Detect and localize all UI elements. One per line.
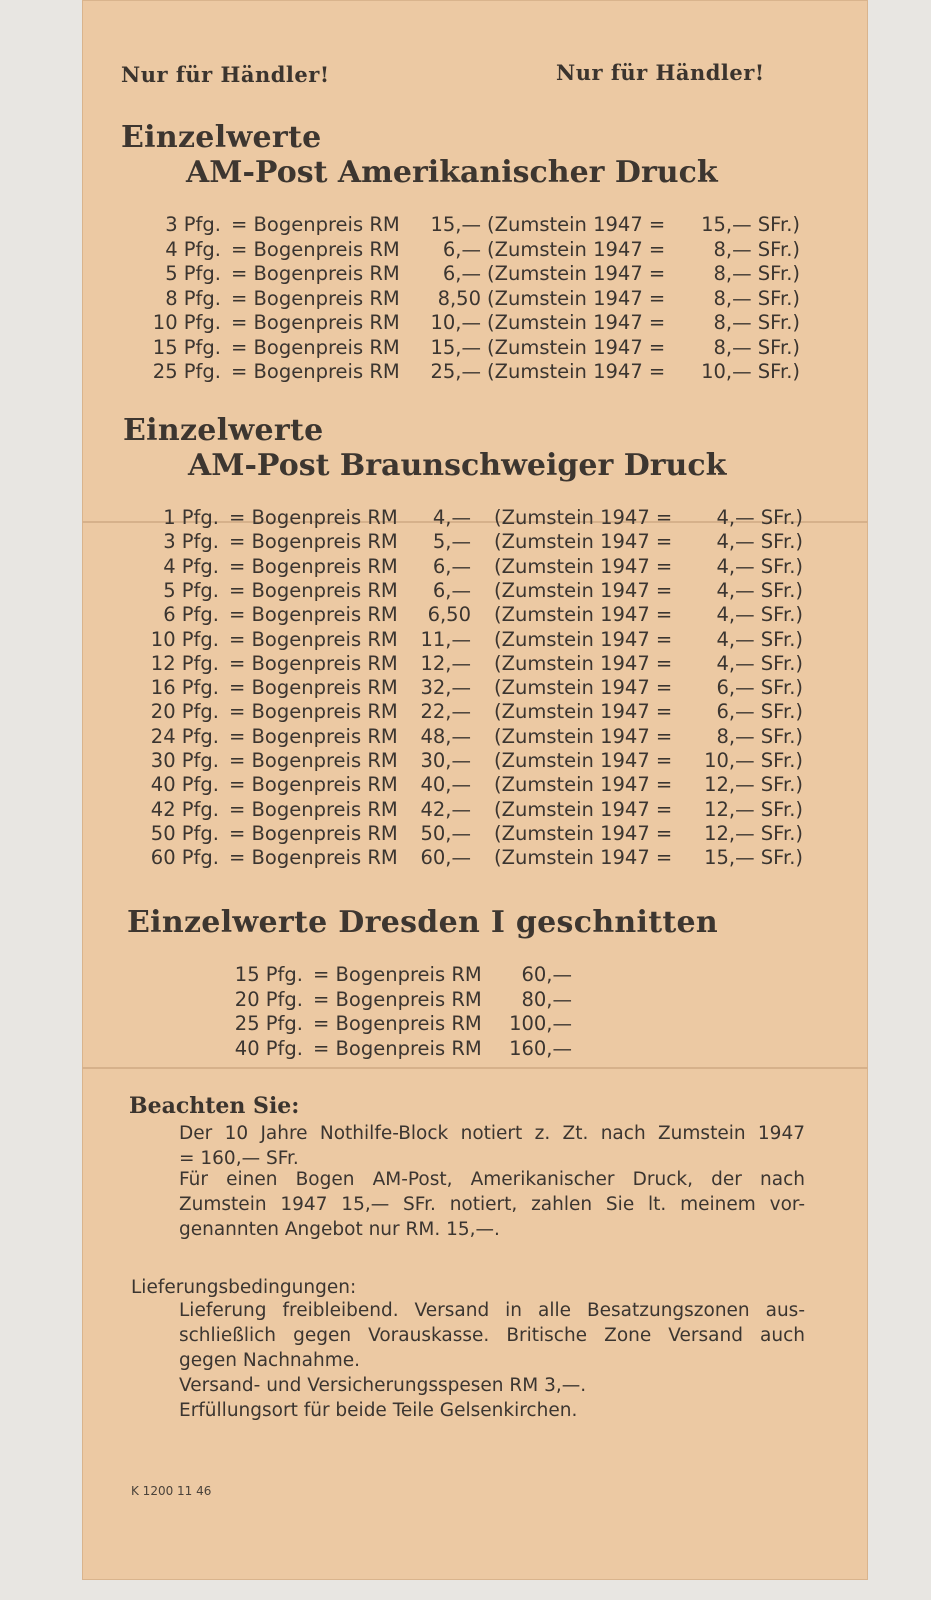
price-bp: = Bogenpreis RM [229,530,398,554]
price-value: 5 Pfg. [165,262,221,285]
notes-line: Zumstein 1947 15,— SFr. notiert, zahlen Sie lt. meinem vor- [179,1194,805,1215]
section1-title: Einzelwerte [121,120,322,155]
price-sfr: 8,— SFr.) [716,724,803,748]
price-sfr: 15,— SFr.) [704,846,803,870]
price-bp: = Bogenpreis RM [313,963,482,986]
price-sfr: 8,— SFr.) [713,286,800,310]
price-value: 50 Pfg. [150,821,219,845]
delivery-line: Versand- und Versicherungsspesen RM 3,—. [179,1375,587,1396]
section2-title: Einzelwerte [123,413,324,448]
price-value: 12 Pfg. [150,651,219,675]
notes-line: Der 10 Jahre Nothilfe-Block notiert z. Zt. nach Zumstein 1947 [179,1123,805,1144]
price-bp: = Bogenpreis RM [229,676,398,700]
price-sfr: 12,— SFr.) [704,821,803,845]
price-value: 4 Pfg. [163,554,219,578]
price-sfr: 8,— SFr.) [713,237,800,261]
price-value: 25 Pfg. [234,1012,303,1036]
price-zum: (Zumstein 1947 = [487,213,666,236]
price-bp: = Bogenpreis RM [231,360,400,383]
price-zum: (Zumstein 1947 = [487,360,666,383]
delivery-line: Erfüllungsort für beide Teile Gelsenkirchen. [179,1400,578,1421]
price-rm: 60,— [521,963,572,986]
price-value: 15 Pfg. [152,335,221,359]
price-sfr: 6,— SFr.) [716,700,803,724]
section3-title: Einzelwerte Dresden I geschnitten [127,905,719,940]
price-bp: = Bogenpreis RM [229,578,398,602]
notes-line: = 160,— SFr. [179,1148,299,1169]
price-sfr: 8,— SFr.) [713,311,800,334]
price-bp: = Bogenpreis RM [231,262,400,285]
price-bp: = Bogenpreis RM [229,651,398,675]
dealer-notice-right: Nur für Händler! [556,60,765,85]
price-sfr: 10,— SFr.) [704,749,803,772]
price-rm: 42,— [420,797,471,821]
delivery-line: Lieferung freibleibend. Versand in alle Besatzungszonen aus- [179,1300,805,1321]
price-sfr: 15,— SFr.) [701,213,800,236]
price-zum: (Zumstein 1947 = [494,651,673,675]
delivery-title: Lieferungsbedingungen: [131,1277,357,1298]
price-sfr: 4,— SFr.) [716,651,803,675]
price-zum: (Zumstein 1947 = [487,237,666,261]
price-bp: = Bogenpreis RM [229,773,398,797]
price-sfr: 4,— SFr.) [716,578,803,602]
price-rm: 25,— [430,360,481,383]
price-bp: = Bogenpreis RM [231,311,400,334]
price-value: 6 Pfg. [163,603,219,627]
price-value: 8 Pfg. [165,286,221,310]
price-value: 30 Pfg. [150,749,219,772]
price-zum: (Zumstein 1947 = [494,506,673,529]
price-rm: 8,50 [437,286,481,310]
price-rm: 15,— [430,213,481,236]
price-rm: 11,— [420,627,471,651]
price-value: 3 Pfg. [165,213,221,236]
price-bp: = Bogenpreis RM [229,821,398,845]
price-sfr: 4,— SFr.) [716,506,803,529]
price-sfr: 6,— SFr.) [716,676,803,700]
price-bp: = Bogenpreis RM [313,1037,482,1061]
dealer-notice-left: Nur für Händler! [121,62,330,87]
price-zum: (Zumstein 1947 = [494,530,673,554]
price-bp: = Bogenpreis RM [229,700,398,724]
price-zum: (Zumstein 1947 = [494,700,673,724]
notes-title: Beachten Sie: [129,1093,300,1119]
price-rm: 6,50 [427,603,471,627]
price-value: 10 Pfg. [152,311,221,334]
price-bp: = Bogenpreis RM [229,627,398,651]
notes-line: Für einen Bogen AM-Post, Amerikanischer Druck, der nach [179,1169,805,1190]
price-sfr: 12,— SFr.) [704,797,803,821]
price-value: 15 Pfg. [234,963,303,986]
price-zum: (Zumstein 1947 = [494,821,673,845]
price-rm: 48,— [420,724,471,748]
price-bp: = Bogenpreis RM [229,749,398,772]
price-bp: = Bogenpreis RM [229,554,398,578]
notes-line: genannten Angebot nur RM. 15,—. [179,1219,500,1240]
price-zum: (Zumstein 1947 = [494,554,673,578]
price-rm: 80,— [521,987,572,1011]
price-sfr: 4,— SFr.) [716,627,803,651]
price-rm: 22,— [420,700,471,724]
price-value: 60 Pfg. [150,846,219,870]
section1-subtitle: AM-Post Amerikanischer Druck [186,155,718,190]
price-rm: 30,— [420,749,471,772]
price-bp: = Bogenpreis RM [229,506,398,529]
price-zum: (Zumstein 1947 = [494,797,673,821]
fold-line [82,1067,868,1069]
price-value: 20 Pfg. [150,700,219,724]
notes-paragraph-2 [179,1167,805,1242]
price-rm: 6,— [432,578,471,602]
price-sfr: 4,— SFr.) [716,554,803,578]
price-rm: 50,— [420,821,471,845]
price-value: 3 Pfg. [163,530,219,554]
price-rm: 6,— [432,554,471,578]
price-zum: (Zumstein 1947 = [494,724,673,748]
price-zum: (Zumstein 1947 = [487,311,666,334]
price-bp: = Bogenpreis RM [231,213,400,236]
price-value: 10 Pfg. [150,627,219,651]
price-zum: (Zumstein 1947 = [494,773,673,797]
price-rm: 12,— [420,651,471,675]
price-zum: (Zumstein 1947 = [494,676,673,700]
price-rm: 32,— [420,676,471,700]
price-value: 40 Pfg. [150,773,219,797]
price-rm: 6,— [442,237,481,261]
price-rm: 160,— [509,1037,572,1061]
price-value: 4 Pfg. [165,237,221,261]
price-sfr: 12,— SFr.) [704,773,803,797]
delivery-line: gegen Nachnahme. [179,1350,360,1371]
price-zum: (Zumstein 1947 = [487,335,666,359]
price-rm: 5,— [432,530,471,554]
price-value: 42 Pfg. [150,797,219,821]
price-bp: = Bogenpreis RM [229,846,398,870]
price-rm: 6,— [442,262,481,285]
price-rm: 10,— [430,311,481,334]
price-rm: 100,— [509,1012,572,1036]
section2-subtitle: AM-Post Braunschweiger Druck [188,448,727,483]
price-value: 1 Pfg. [163,506,219,529]
price-value: 40 Pfg. [234,1037,303,1061]
price-value: 20 Pfg. [234,987,303,1011]
price-sfr: 10,— SFr.) [701,360,800,383]
price-sfr: 4,— SFr.) [716,530,803,554]
price-bp: = Bogenpreis RM [231,237,400,261]
price-bp: = Bogenpreis RM [229,603,398,627]
price-zum: (Zumstein 1947 = [494,578,673,602]
delivery-terms [179,1298,805,1423]
delivery-line: schließlich gegen Vorauskasse. Britische Zone Versand auch [179,1325,805,1346]
price-zum: (Zumstein 1947 = [487,262,666,285]
price-zum: (Zumstein 1947 = [494,846,673,870]
price-sfr: 8,— SFr.) [713,335,800,359]
price-value: 24 Pfg. [150,724,219,748]
price-bp: = Bogenpreis RM [229,797,398,821]
price-sfr: 8,— SFr.) [713,262,800,285]
price-value: 16 Pfg. [150,676,219,700]
price-bp: = Bogenpreis RM [231,286,400,310]
notes-paragraph-1 [179,1121,805,1171]
price-rm: 4,— [432,506,471,529]
price-zum: (Zumstein 1947 = [494,603,673,627]
price-bp: = Bogenpreis RM [313,1012,482,1036]
print-code: K 1200 11 46 [131,1484,212,1498]
price-sfr: 4,— SFr.) [716,603,803,627]
price-value: 5 Pfg. [163,578,219,602]
price-bp: = Bogenpreis RM [313,987,482,1011]
price-rm: 40,— [420,773,471,797]
price-bp: = Bogenpreis RM [229,724,398,748]
price-bp: = Bogenpreis RM [231,335,400,359]
price-rm: 15,— [430,335,481,359]
price-zum: (Zumstein 1947 = [494,627,673,651]
price-zum: (Zumstein 1947 = [487,286,666,310]
price-zum: (Zumstein 1947 = [494,749,673,772]
price-rm: 60,— [420,846,471,870]
price-value: 25 Pfg. [152,360,221,383]
